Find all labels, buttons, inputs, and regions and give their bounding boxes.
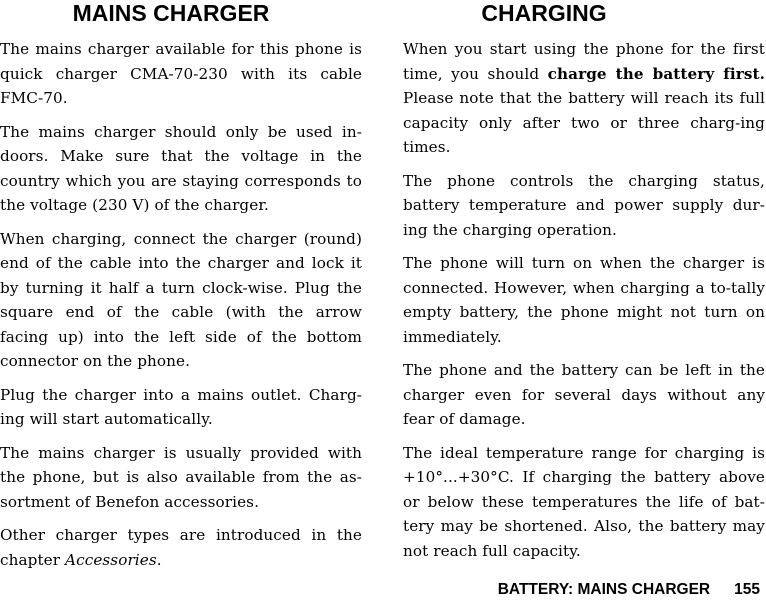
page-number: 155 [734, 581, 760, 598]
charging-paragraph-3: The phone will turn on when the charger is connected. However, when charging a to-tally empty battery, the phone might not turn on immediately. [403, 254, 765, 346]
left-column [0, 0, 362, 581]
charge-first-emphasis: charge the battery first. [547, 64, 765, 83]
mains-charger-paragraph-1: The mains charger available for this phone is quick charger CMA-70-230 with its cable FMC-70. [0, 40, 362, 107]
paragraph-text: Other charger types are introduced in the chapter [0, 526, 362, 569]
paragraph-end: . [156, 550, 162, 569]
charging-paragraph-2: The phone controls the charging status, battery temperature and power supply dur-ing the charging operation. [403, 171, 765, 239]
charging-paragraph-1 [403, 37, 765, 160]
mains-charger-paragraph-4: Plug the charger into a mains outlet. Charg-ing will start automatically. [0, 385, 362, 428]
charging-paragraph-4: The phone and the battery can be left in the charger even for several days without any fear of damage. [403, 361, 765, 428]
mains-charger-paragraph-5: The mains charger is usually provided with the phone, but is also available from the as-sortment of Benefon accessories. [0, 443, 362, 511]
mains-charger-paragraph-6 [0, 523, 362, 572]
mains-charger-heading: MAINS CHARGER [72, 0, 270, 26]
paragraph-text: When you start using the phone for the first time, you should [403, 40, 765, 83]
mains-charger-paragraph-2: The mains charger should only be used in-doors. Make sure that the voltage in the country which you are staying corresponds to the voltage (230 V) of the charger. [0, 122, 362, 214]
charging-paragraph-5: The ideal temperature range for charging is +10°...+30°C. If charging the battery above or below these temperatures the life of bat-tery may be shortened. Also, the battery may not reach full capacity. [403, 443, 765, 560]
charging-heading: CHARGING [481, 0, 607, 26]
right-column [403, 0, 765, 572]
mains-charger-paragraph-3: When charging, connect the charger (round) end of the cable into the charger and lock it by turning it half a turn clock-wise. Plug the square end of the cable (with the arrow facing up) into the left side of the bottom connector on the phone. [0, 229, 362, 370]
accessories-chapter-reference: Accessories [65, 550, 157, 569]
page-footer [498, 581, 760, 599]
paragraph-end: Please note that the battery will reach its full capacity only after two or three charg-ing times. [403, 89, 765, 156]
footer-section-title: BATTERY: MAINS CHARGER [497, 581, 711, 598]
